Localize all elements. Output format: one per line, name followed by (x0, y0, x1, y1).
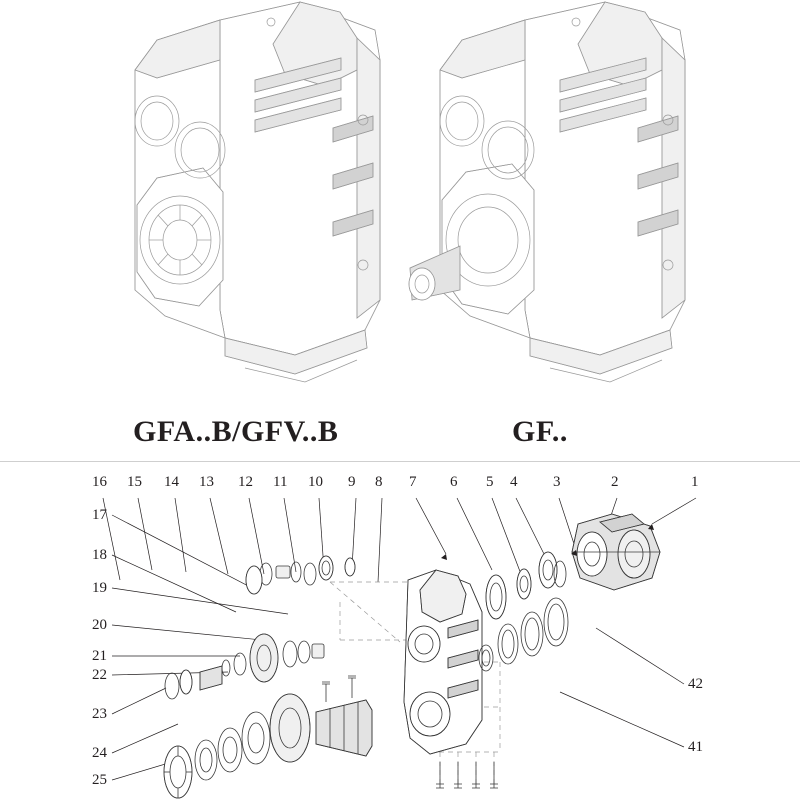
callout-25: 25 (92, 772, 107, 788)
callout-17: 17 (92, 507, 107, 523)
callout-23: 23 (92, 706, 107, 722)
callout-2: 2 (611, 474, 619, 490)
callout-13: 13 (199, 474, 214, 490)
callout-7: 7 (409, 474, 417, 490)
exploded-drawing (0, 462, 800, 800)
callout-5: 5 (486, 474, 494, 490)
callout-9: 9 (348, 474, 356, 490)
callout-21: 21 (92, 648, 107, 664)
callout-11: 11 (273, 474, 288, 490)
callout-41: 41 (688, 739, 703, 755)
callout-14: 14 (164, 474, 179, 490)
callout-16: 16 (92, 474, 107, 490)
callout-20: 20 (92, 617, 107, 633)
caption-gfab-gfvb: GFA..B/GFV..B (133, 415, 339, 448)
callout-10: 10 (308, 474, 323, 490)
callout-42: 42 (688, 676, 703, 692)
callout-6: 6 (450, 474, 458, 490)
callout-3: 3 (553, 474, 561, 490)
callout-22: 22 (92, 667, 107, 683)
callout-4: 4 (510, 474, 518, 490)
callout-15: 15 (127, 474, 142, 490)
callout-8: 8 (375, 474, 383, 490)
callout-12: 12 (238, 474, 253, 490)
exploded-parts-view (0, 462, 800, 800)
callout-1: 1 (691, 474, 699, 490)
caption-gf: GF.. (512, 415, 568, 448)
callout-19: 19 (92, 580, 107, 596)
callout-24: 24 (92, 745, 107, 761)
right-gearbox-view (400, 0, 780, 400)
callout-18: 18 (92, 547, 107, 563)
